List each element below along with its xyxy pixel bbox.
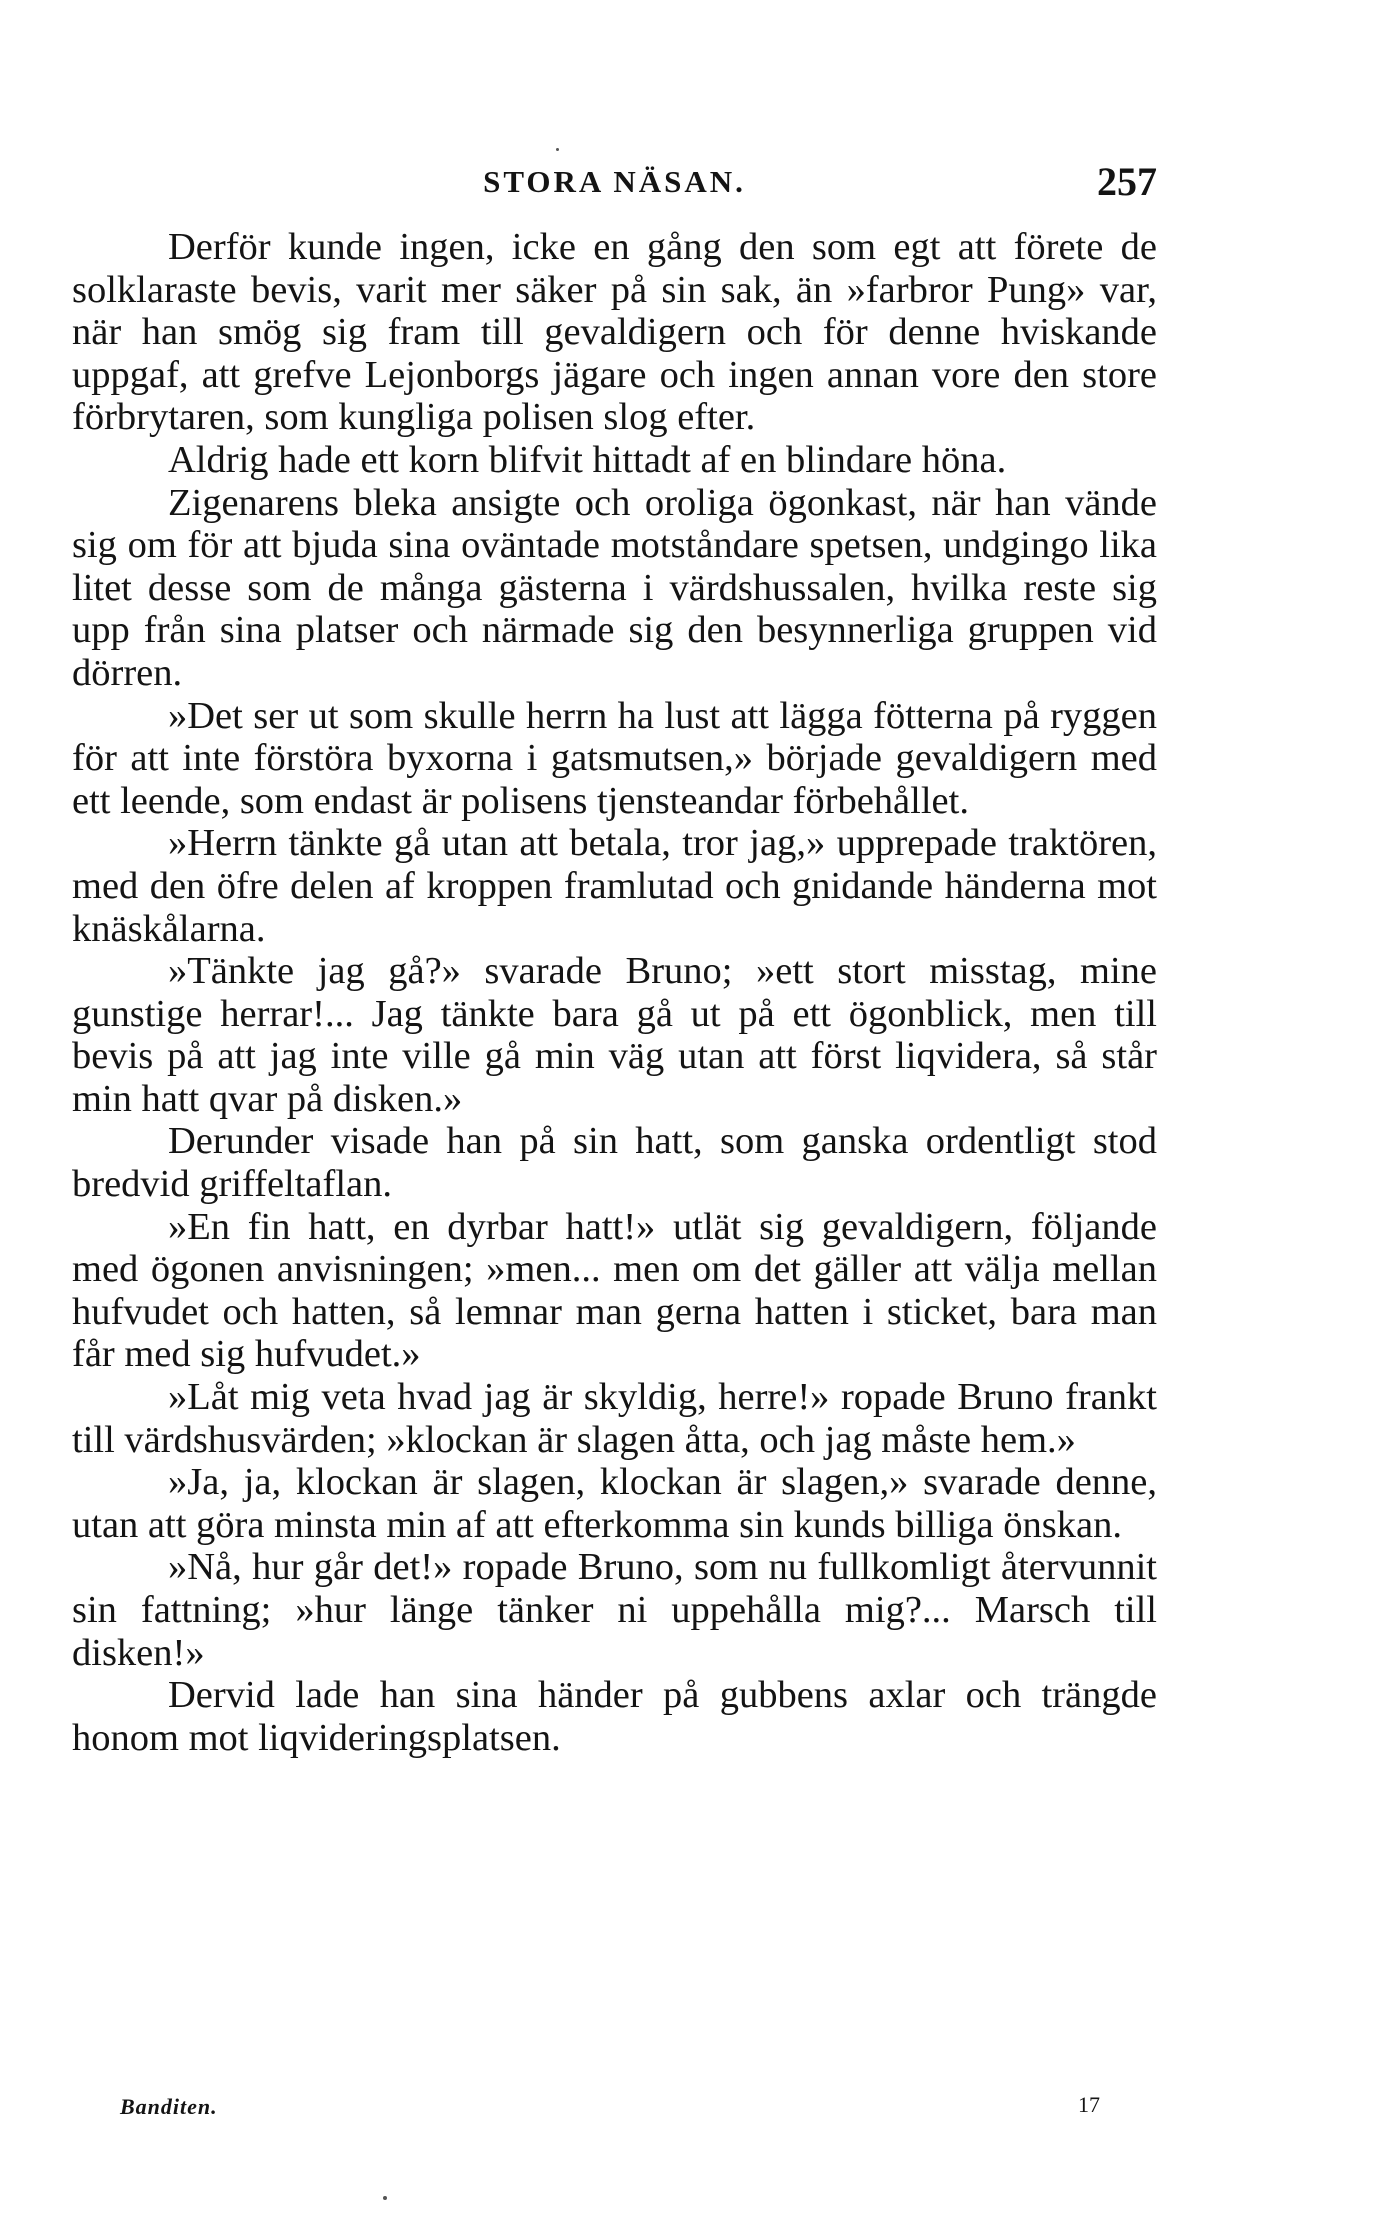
paragraph: Derunder visade han på sin hatt, som ganska ordentligt stod bredvid griffeltaflan.: [72, 1120, 1157, 1206]
page-number: 257: [1097, 159, 1157, 204]
page-footer: [120, 2094, 1100, 2124]
paragraph: »Herrn tänkte gå utan att betala, tror jag,» upprepade traktören, med den öfre delen af kroppen framlutad och gnidande händerna mot knäskålarna.: [72, 822, 1157, 950]
running-title: STORA NÄSAN.: [483, 164, 746, 199]
print-speck: [556, 148, 559, 151]
paragraph: Zigenarens bleka ansigte och oroliga ögonkast, när han vände sig om för att bjuda sina oväntade motståndare spetsen, undgingo lika litet desse som de många gästerna i värdshussalen, hvilka reste sig upp från sina platser och närmade sig den besynnerliga gruppen vid dörren.: [72, 481, 1157, 694]
sheet-number: 17: [1078, 2092, 1100, 2117]
paragraph: »Tänkte jag gå?» svarade Bruno; »ett stort misstag, mine gunstige herrar!... Jag tänkte bara gå ut på ett ögonblick, men till bevis på att jag inte ville gå min väg utan att först liqvidera, så står min hatt qvar på disken.»: [72, 950, 1157, 1120]
paragraph: »En fin hatt, en dyrbar hatt!» utlät sig gevaldigern, följande med ögonen anvisningen; »men... men om det gäller att välja mellan hufvudet och hatten, så lemnar man gerna hatten i sticket, bara man får med sig hufvudet.»: [72, 1205, 1157, 1376]
paragraph: »Nå, hur går det!» ropade Bruno, som nu fullkomligt återvunnit sin fattning; »hur länge tänker ni uppehålla mig?... Marsch till disken!»: [72, 1546, 1157, 1674]
body-text: [72, 226, 1157, 1759]
paragraph: »Låt mig veta hvad jag är skyldig, herre!» ropade Bruno frankt till värdshusvärden; »klockan är slagen åtta, och jag måste hem.»: [72, 1376, 1157, 1461]
page-header: [72, 159, 1157, 208]
print-speck: [383, 2196, 387, 2200]
paragraph: Aldrig hade ett korn blifvit hittadt af en blindare höna.: [168, 438, 1007, 481]
paragraph: Dervid lade han sina händer på gubbens axlar och trängde honom mot liqvideringsplatsen.: [72, 1674, 1157, 1759]
signature-mark: Banditen.: [120, 2094, 218, 2119]
paragraph: »Ja, ja, klockan är slagen, klockan är slagen,» svarade denne, utan att göra minsta min af att efterkomma sin kunds billiga önskan.: [72, 1461, 1157, 1546]
paragraph: Derför kunde ingen, icke en gång den som egt att förete de solklaraste bevis, varit mer säker på sin sak, än »farbror Pung» var, när han smög sig fram till gevaldigern och för denne hviskande uppgaf, att grefve Lejonborgs jägare och ingen annan vore den store förbrytaren, som kungliga polisen slog efter.: [72, 226, 1157, 439]
paragraph: »Det ser ut som skulle herrn ha lust att lägga fötterna på ryggen för att inte förstöra byxorna i gatsmutsen,» började gevaldigern med ett leende, som endast är polisens tjensteandar förbehållet.: [72, 694, 1157, 822]
